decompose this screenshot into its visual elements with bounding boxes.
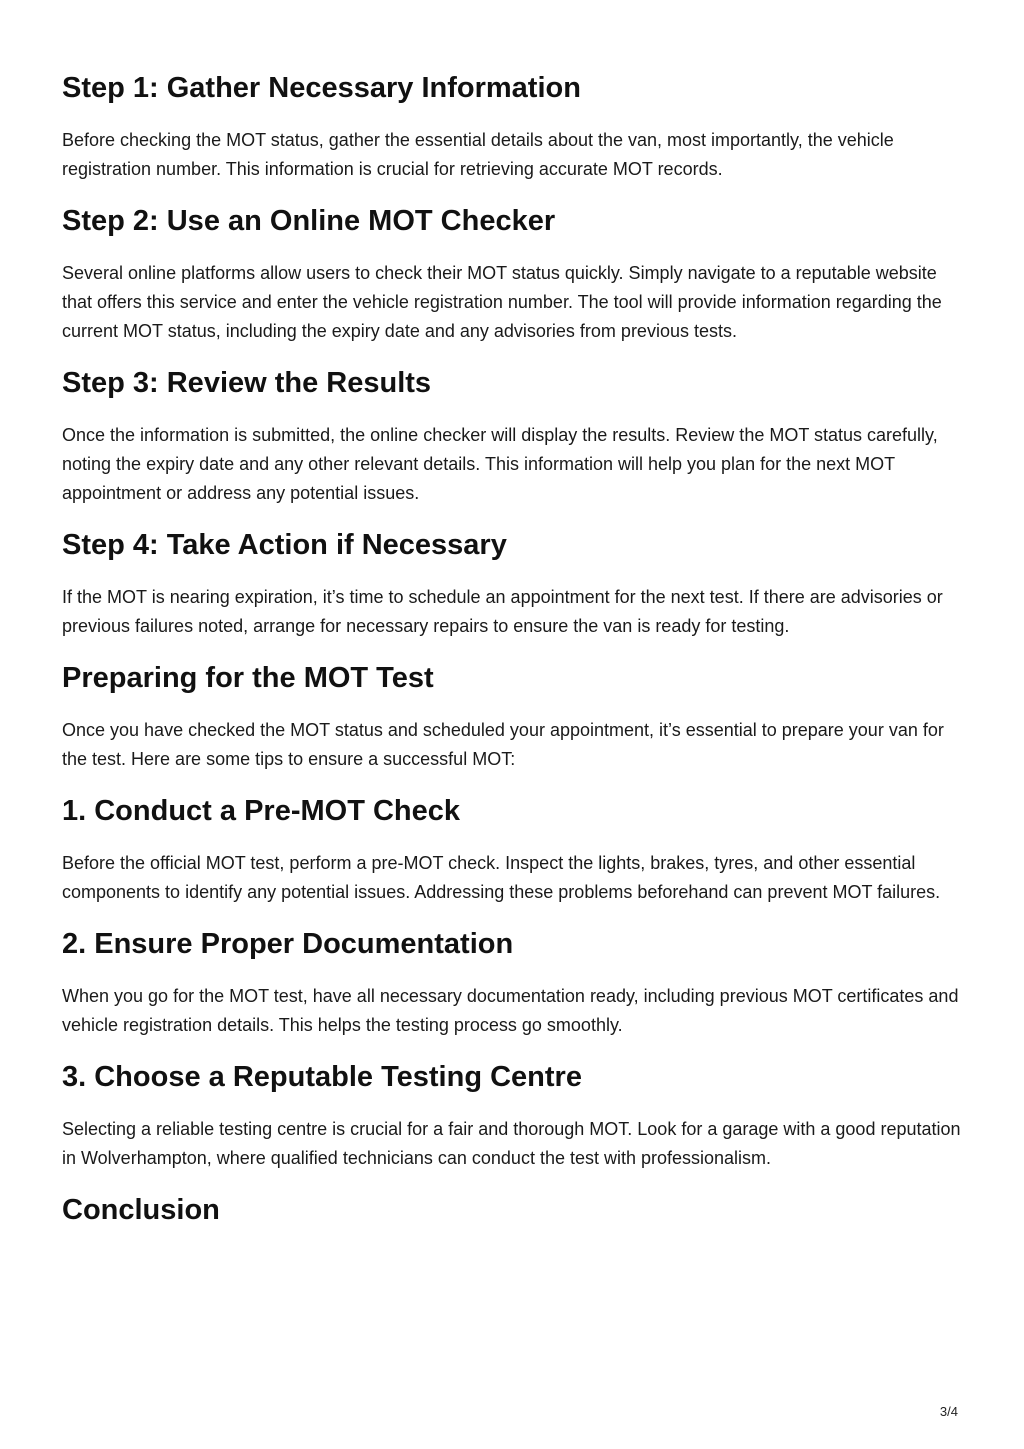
section-conclusion [62, 1192, 962, 1228]
section-heading: Conclusion [62, 1194, 220, 1226]
section-heading: Step 4: Take Action if Necessary [62, 529, 507, 561]
section-heading: 1. Conduct a Pre-MOT Check [62, 795, 461, 827]
section-heading: Step 3: Review the Results [62, 367, 432, 399]
section-body: Before the official MOT test, perform a pre-MOT check. Inspect the lights, brakes, tyres, and other essential components to identify any potential issues. Addressing these problems beforehand can prevent MOT failures. [62, 853, 941, 902]
section-step-4 [62, 527, 962, 641]
section-tip-2 [62, 926, 962, 1040]
section-tip-3 [62, 1059, 962, 1173]
section-body: Once you have checked the MOT status and scheduled your appointment, it’s essential to prepare your van for the test. Here are some tips to ensure a successful MOT: [62, 720, 944, 769]
section-body: If the MOT is nearing expiration, it’s time to schedule an appointment for the next test. If there are advisories or previous failures noted, arrange for necessary repairs to ensure the van is ready for testing. [62, 587, 943, 636]
section-step-2 [62, 203, 962, 346]
section-body: Before checking the MOT status, gather the essential details about the van, most importantly, the vehicle registration number. This information is crucial for retrieving accurate MOT records. [62, 130, 894, 179]
section-step-1 [62, 70, 962, 184]
page-number: 3/4 [939, 1404, 958, 1419]
section-heading: 3. Choose a Reputable Testing Centre [62, 1061, 582, 1093]
section-body: Several online platforms allow users to check their MOT status quickly. Simply navigate to a reputable website that offers this service and enter the vehicle registration number. The tool will provide information regarding the current MOT status, including the expiry date and any advisories from previous tests. [62, 263, 942, 341]
document-page [62, 70, 962, 1248]
section-body: Selecting a reliable testing centre is crucial for a fair and thorough MOT. Look for a garage with a good reputation in Wolverhampton, where qualified technicians can conduct the test with professionalism. [62, 1119, 961, 1168]
section-tip-1 [62, 793, 962, 907]
section-step-3 [62, 365, 962, 508]
section-heading: Step 2: Use an Online MOT Checker [62, 205, 556, 237]
section-preparing [62, 660, 962, 774]
section-heading: Step 1: Gather Necessary Information [62, 72, 581, 104]
section-heading: 2. Ensure Proper Documentation [62, 928, 514, 960]
section-body: Once the information is submitted, the online checker will display the results. Review the MOT status carefully, noting the expiry date and any other relevant details. This information will help you plan for the next MOT appointment or address any potential issues. [62, 425, 938, 503]
section-body: When you go for the MOT test, have all necessary documentation ready, including previous MOT certificates and vehicle registration details. This helps the testing process go smoothly. [62, 986, 959, 1035]
section-heading: Preparing for the MOT Test [62, 662, 434, 694]
